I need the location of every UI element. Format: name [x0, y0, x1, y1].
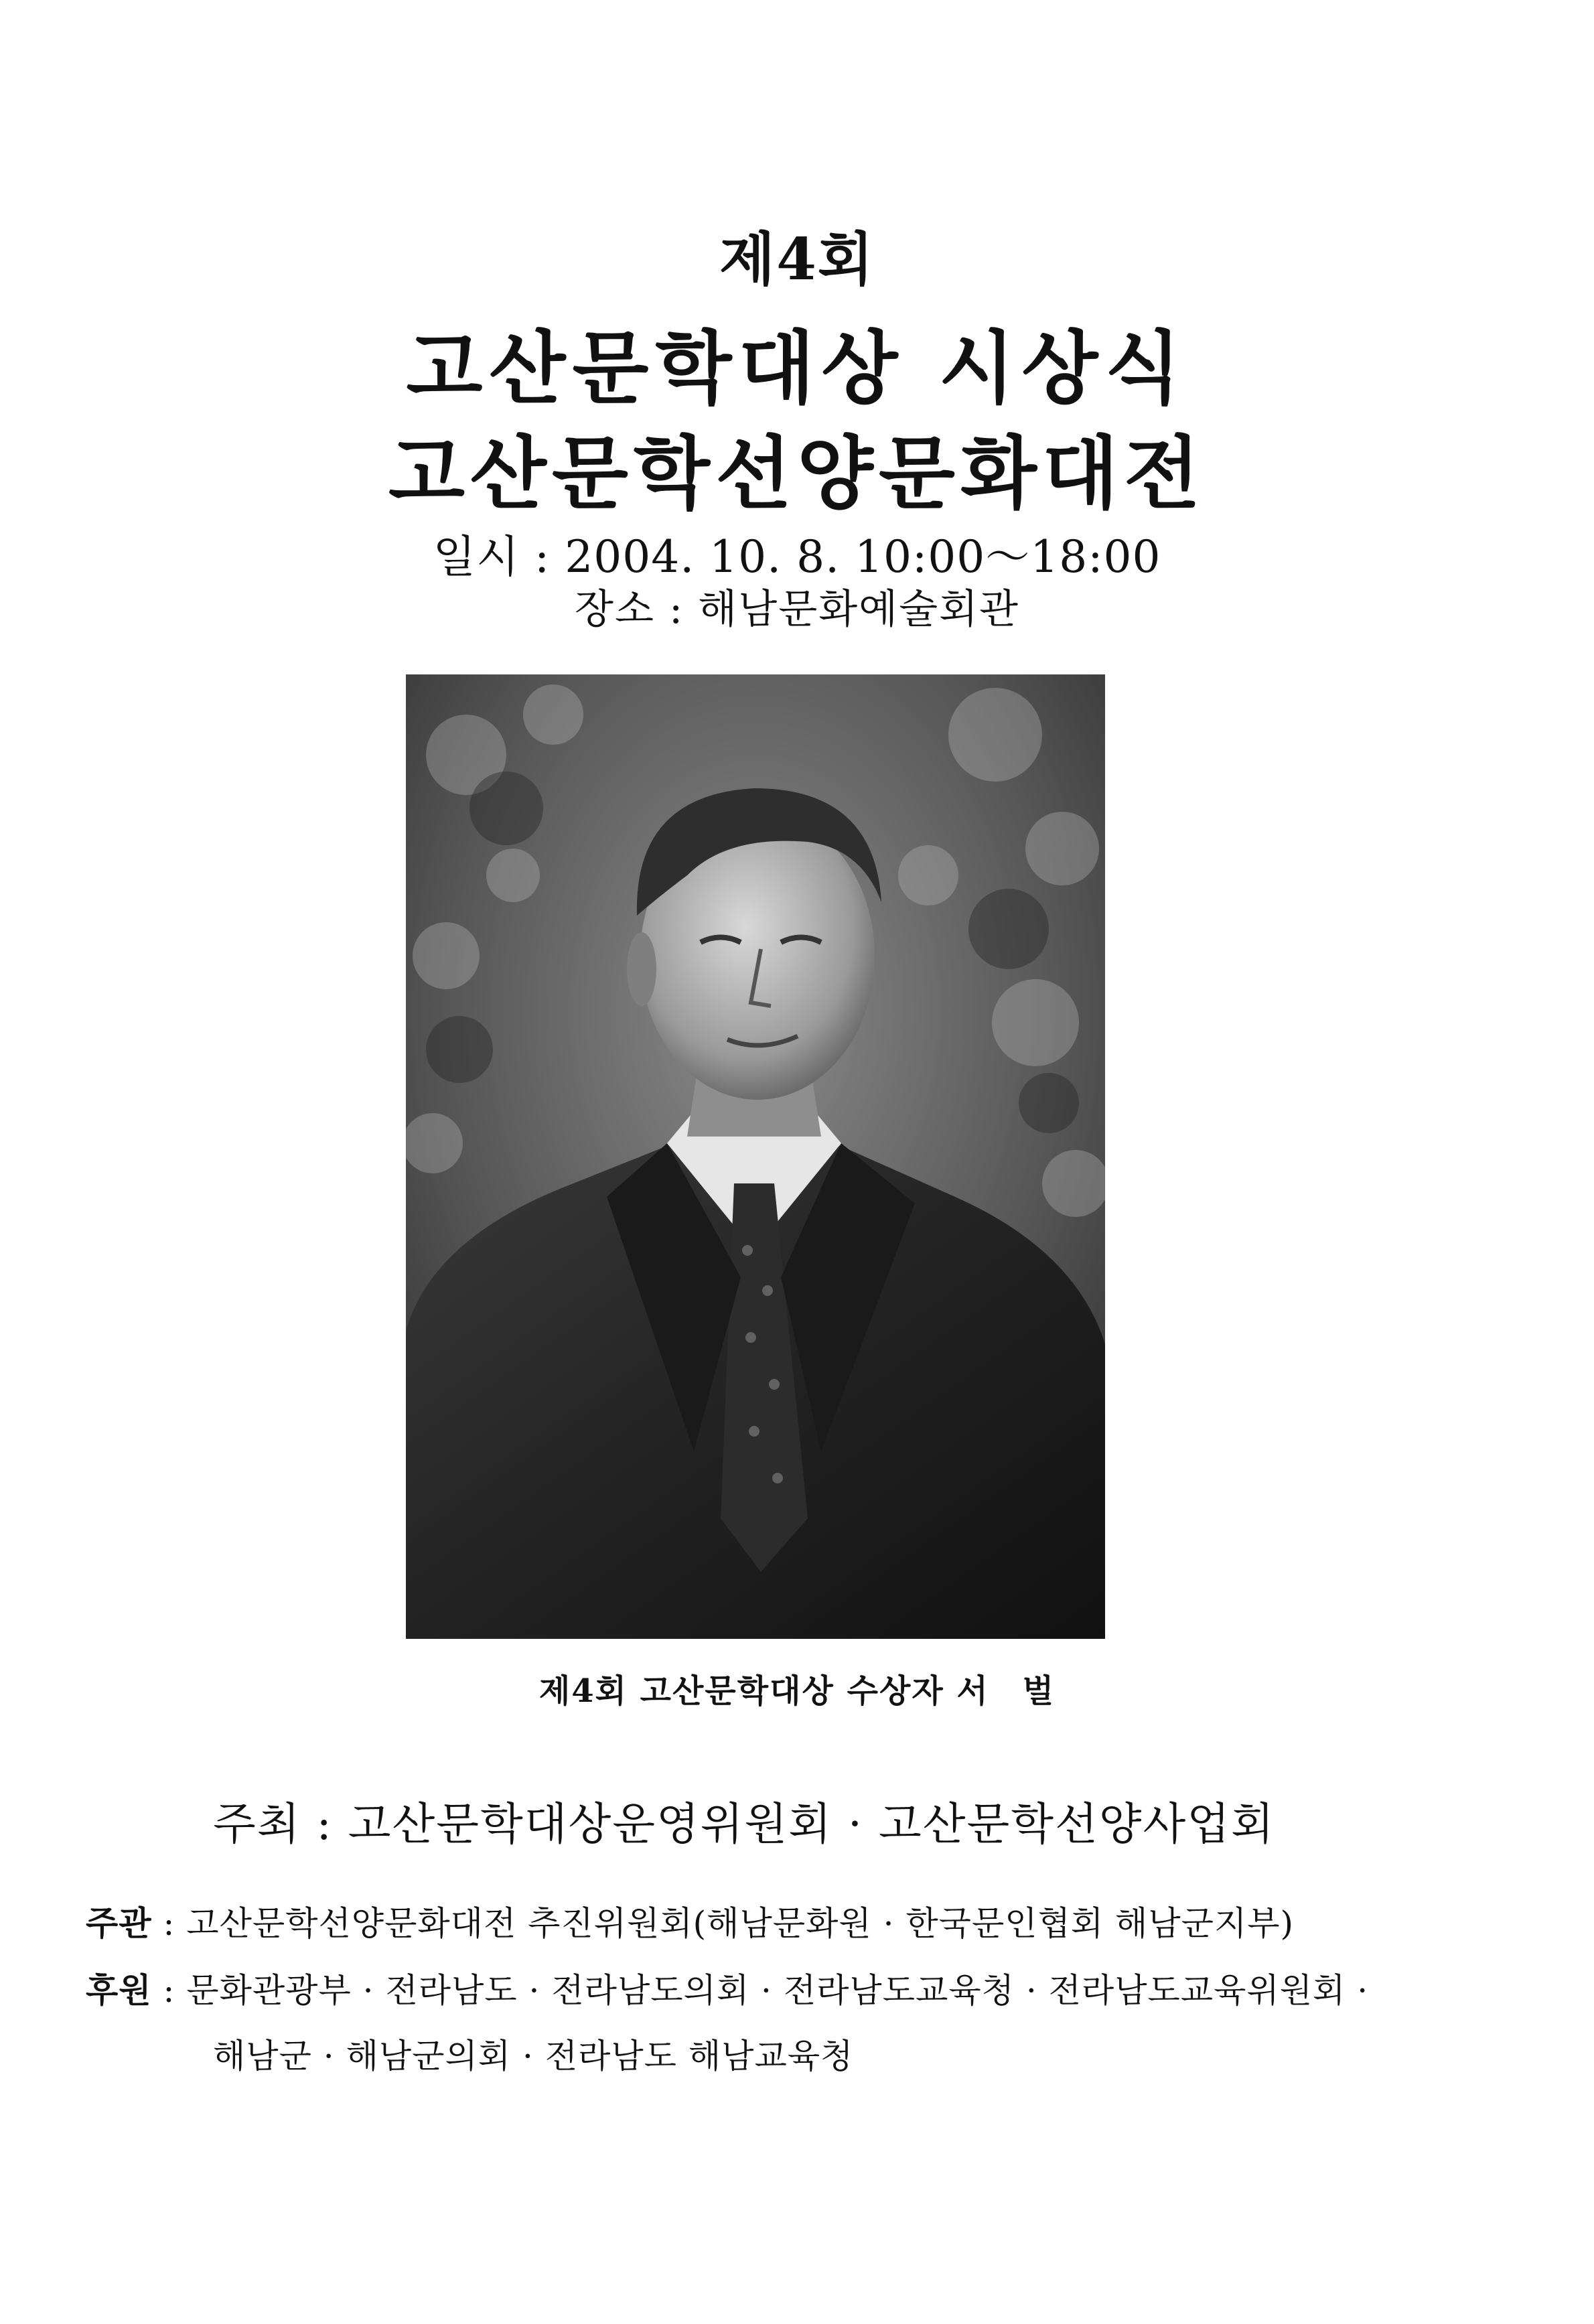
host-value: 고산문학대상운영위원회 · 고산문학선양사업회: [348, 1798, 1275, 1850]
organizer-value: 고산문학선양문화대전 추진위원회(해남문화원 · 한국문인협회 해남군지부): [186, 1904, 1295, 1943]
date-value: 2004. 10. 8. 10:00～18:00: [565, 531, 1161, 583]
host-label: 주최: [213, 1798, 301, 1850]
laureate-portrait-photo: [406, 674, 1105, 1639]
photo-caption: 제4회 고산문학대상 수상자 서 벌: [538, 1672, 1056, 1710]
organizer-line: [86, 1897, 1294, 1945]
sponsor-label: 후원: [86, 1970, 152, 2010]
event-title-award-ceremony: 고산문학대상 시상식: [406, 321, 1188, 415]
organizer-label: 주관: [86, 1903, 152, 1943]
host-separator: :: [316, 1798, 333, 1850]
event-title-festival: 고산문학선양문화대전: [388, 427, 1206, 520]
event-edition: 제4회: [719, 226, 875, 293]
sponsor-value-line2: 해남군 · 해남군의회 · 전라남도 해남교육청: [213, 2037, 854, 2076]
venue-separator: :: [669, 586, 684, 633]
venue-label: 장소: [575, 586, 655, 633]
portrait-illustration: [406, 674, 1105, 1639]
sponsor-value-line1: 문화관광부 · 전라남도 · 전라남도의회 · 전라남도교육청 · 전라남도교육위원회 ·: [186, 1971, 1369, 2010]
date-separator: :: [534, 531, 551, 583]
host-line: [213, 1788, 1275, 1852]
venue-value: 해남문화예술회관: [698, 586, 1019, 633]
organizer-separator: :: [163, 1904, 175, 1943]
event-venue-line: [0, 577, 1594, 635]
date-label: 일시: [433, 531, 520, 583]
sponsor-separator: :: [163, 1971, 175, 2010]
event-date-line: [0, 521, 1594, 585]
sponsor-line: [86, 1964, 1368, 2012]
